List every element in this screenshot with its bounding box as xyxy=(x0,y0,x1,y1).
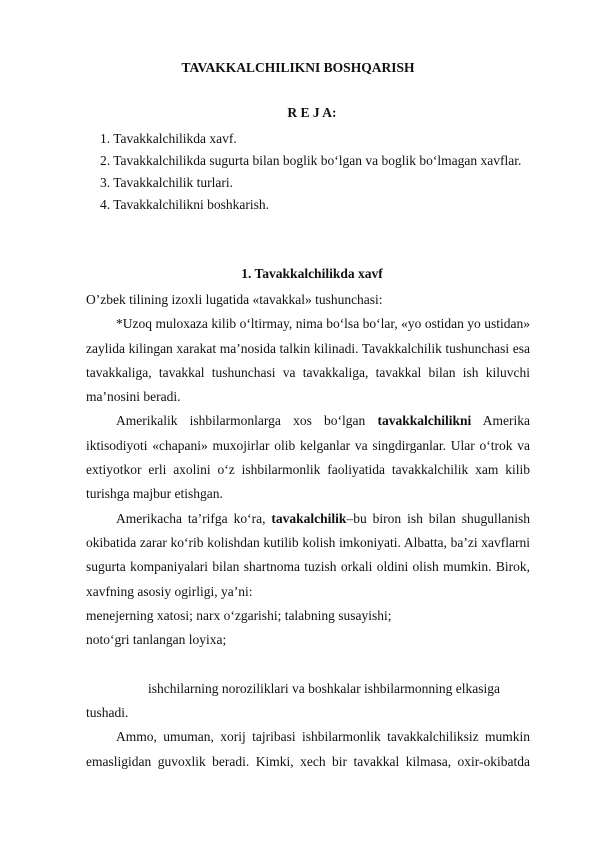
paragraph-text: Amerikalik ishbilarmonlarga xos bo‘lgan xyxy=(116,413,378,429)
plan-item: 3. Tavakkalchilik turlari. xyxy=(100,175,234,190)
bold-term: tavakkalchilikni xyxy=(377,413,472,429)
paragraph: O’zbek tilining izoxli lugatida «tavakkal» tushunchasi: xyxy=(86,292,383,307)
plan-item: 2. Tavakkalchilikda sugurta bilan boglik bo‘lgan va boglik bo‘lmagan xavflar. xyxy=(100,153,522,168)
plan-list xyxy=(100,128,570,216)
section-heading: 1. Tavakkalchilikda xavf xyxy=(241,266,383,281)
paragraph-text: Amerika iktisodiyoti «chapani» muxojirlar olib kelganlar va singdirganlar. Ular o‘trok va extiyotkor erli axolini o‘z ishbilarmonlik faoliyatida tavakkalchilik xam kilib turishga majbur etishgan. xyxy=(86,413,530,502)
paragraph: *Uzoq muloxaza kilib o‘ltirmay, nima bo‘lsa bo‘lar, «yo ostidan yo ustidan» zaylida kilingan xarakat ma’nosida talkin kilinadi. Tavakkalchilik tushunchasi esa tavakkaliga, tavakkal tushunchasi va tavakkaliga, tavakkal bilan ish kiluvchi ma’nosini beradi. xyxy=(86,316,530,405)
paragraph-text: Amerikacha ta’rifga ko‘ra, xyxy=(116,510,272,526)
plan-item: 1. Tavakkalchilikda xavf. xyxy=(100,131,237,146)
paragraph: noto‘gri tanlangan loyixa; xyxy=(86,632,227,648)
plan-heading: R E J A: xyxy=(287,105,337,120)
document-title: TAVAKKALCHILIKNI BOSHQARISH xyxy=(181,60,415,75)
paragraph: Ammo, umuman, xorij tajribasi ishbilarmonlik tavakkalchiliksiz mumkin emasligidan guvoxlik beradi. Kimki, xech bir tavakkal kilmasa, oxir-okibatda xyxy=(86,729,530,769)
blank-line xyxy=(86,652,530,676)
paragraph: tushadi. xyxy=(86,705,129,721)
paragraph: menejerning xatosi; narx o‘zgarishi; talabning susayishi; xyxy=(86,607,392,623)
body-text xyxy=(86,288,530,774)
paragraph xyxy=(86,409,530,506)
plan-item: 4. Tavakkalchilikni boshkarish. xyxy=(100,197,270,212)
paragraph xyxy=(86,507,530,604)
bold-term: tavakalchilik xyxy=(271,510,347,526)
paragraph: ishchilarning noroziliklari va boshkalar ishbilarmonning elkasiga xyxy=(148,680,501,696)
paragraph-text: –bu biron ish bilan shugullanish okibatida zarar ko‘rib kolishdan kutilib kolish imkoniyati. Albatta, ba’zi xavflarni sugurta kompaniyalari bilan shartnoma tuzish orkali oldini olish mumkin. Birok, xavfning asosiy ogirligi, ya’ni: xyxy=(86,510,531,599)
